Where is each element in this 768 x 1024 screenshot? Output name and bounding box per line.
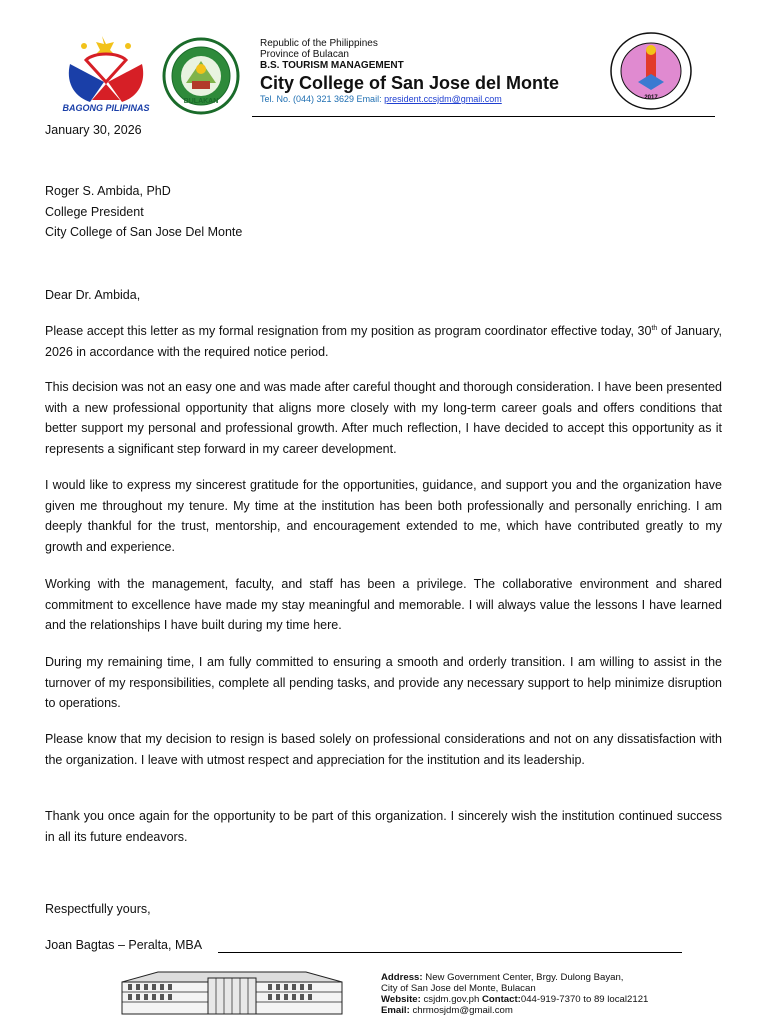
paragraph-2: This decision was not an easy one and was made after careful thought and thorough consideration. I have been presented with a new professional opportunity that aligns more closely with my long-term career goals and offers conditions that better support my personal and professional growth. After much reflection, I have decided to accept this opportunity as it represents a significant step forward in my career development. [45, 380, 722, 456]
paragraph-1-b: of January, 2026 in accordance with the required notice period. [45, 324, 722, 359]
bulacan-seal [162, 37, 240, 115]
footer-email [381, 1005, 648, 1016]
paragraph-1 [45, 321, 722, 362]
college-seal [610, 32, 692, 110]
contact-prefix: Tel. No. (044) 321 3629 Email: [260, 94, 385, 104]
letterhead-text [260, 38, 559, 105]
contact-number: 044-919-7370 to 89 local2121 [520, 994, 649, 1005]
paragraph-6: Please know that my decision to resign is based solely on professional considerations and not on any dissatisfaction with the organization. I leave with utmost respect and appreciation for the institution and its leadership. [45, 732, 722, 767]
paragraph-5: During my remaining time, I am fully committed to ensuring a smooth and orderly transition. I am willing to assist in the turnover of my responsibilities, complete all pending tasks, and provide any necessary support to help minimize disruption to operations. [45, 655, 722, 710]
email-label: Email: [381, 1005, 410, 1016]
address-label: Address: [381, 972, 423, 983]
contact-email-link[interactable]: president.ccsjdm@gmail.com [384, 94, 502, 104]
seal-right-year: 2017 [644, 95, 658, 101]
letter-date: January 30, 2026 [45, 123, 142, 137]
letterhead-line2: Province of Bulacan [260, 49, 349, 60]
letterhead-contact [260, 94, 559, 105]
recipient-org: City College of San Jose Del Monte [45, 225, 243, 239]
recipient-block [45, 181, 722, 243]
address-line1: New Government Center, Brgy. Dulong Bayan, [422, 972, 624, 983]
email-link[interactable]: chrmosjdm@gmail.com [409, 1005, 513, 1016]
footer-rule [218, 952, 682, 953]
recipient-title: College President [45, 204, 144, 219]
letterhead-title: City College of San Jose del Monte [260, 73, 560, 93]
signatory: Joan Bagtas – Peralta, MBA [45, 938, 203, 952]
footer-contact-block [381, 972, 648, 1016]
paragraph-1-sup: th [651, 324, 658, 332]
address-line2: City of San Jose del Monte, Bulacan [381, 983, 536, 994]
website-label: Website: [381, 994, 421, 1005]
letterhead-program: B.S. TOURISM MANAGEMENT [260, 60, 404, 71]
footer-website-contact [381, 994, 648, 1005]
paragraph-1-a: Please accept this letter as my formal resignation from my position as program coordinator effective today, 30 [45, 324, 652, 338]
recipient-name: Roger S. Ambida, PhD [45, 184, 171, 198]
closing: Respectfully yours, [45, 902, 151, 916]
paragraph-7: Thank you once again for the opportunity to be part of this organization. I sincerely wish the institution continued success in all its future endeavors. [45, 809, 722, 844]
paragraph-4: Working with the management, faculty, and staff has been a privilege. The collaborative environment and shared commitment to excellence have made my stay meaningful and memorable. I will always value the lessons I have learned and the relationships I have built during my time here. [45, 577, 722, 632]
footer-address [381, 972, 648, 983]
contact-label: Contact: [481, 994, 521, 1005]
salutation: Dear Dr. Ambida, [45, 288, 141, 302]
letterhead-line1: Republic of the Philippines [260, 38, 378, 49]
paragraph-3: I would like to express my sincerest gratitude for the opportunities, guidance, and support you and the organization have given me throughout my tenure. My time at the institution has been both professionally and personally enriching. I am deeply thankful for the trust, mentorship, and encouragement extended to me, which have contributed greatly to my growth and experience. [45, 478, 722, 554]
seal-mid-label: BULAKAN [183, 98, 219, 105]
campus-building-image [118, 968, 346, 1016]
seal-left-label: BAGONG PILIPINAS [62, 103, 150, 113]
website-link[interactable]: csjdm.gov.ph [420, 994, 482, 1005]
header-rule [252, 116, 715, 117]
bagong-pilipinas-logo [56, 30, 156, 116]
